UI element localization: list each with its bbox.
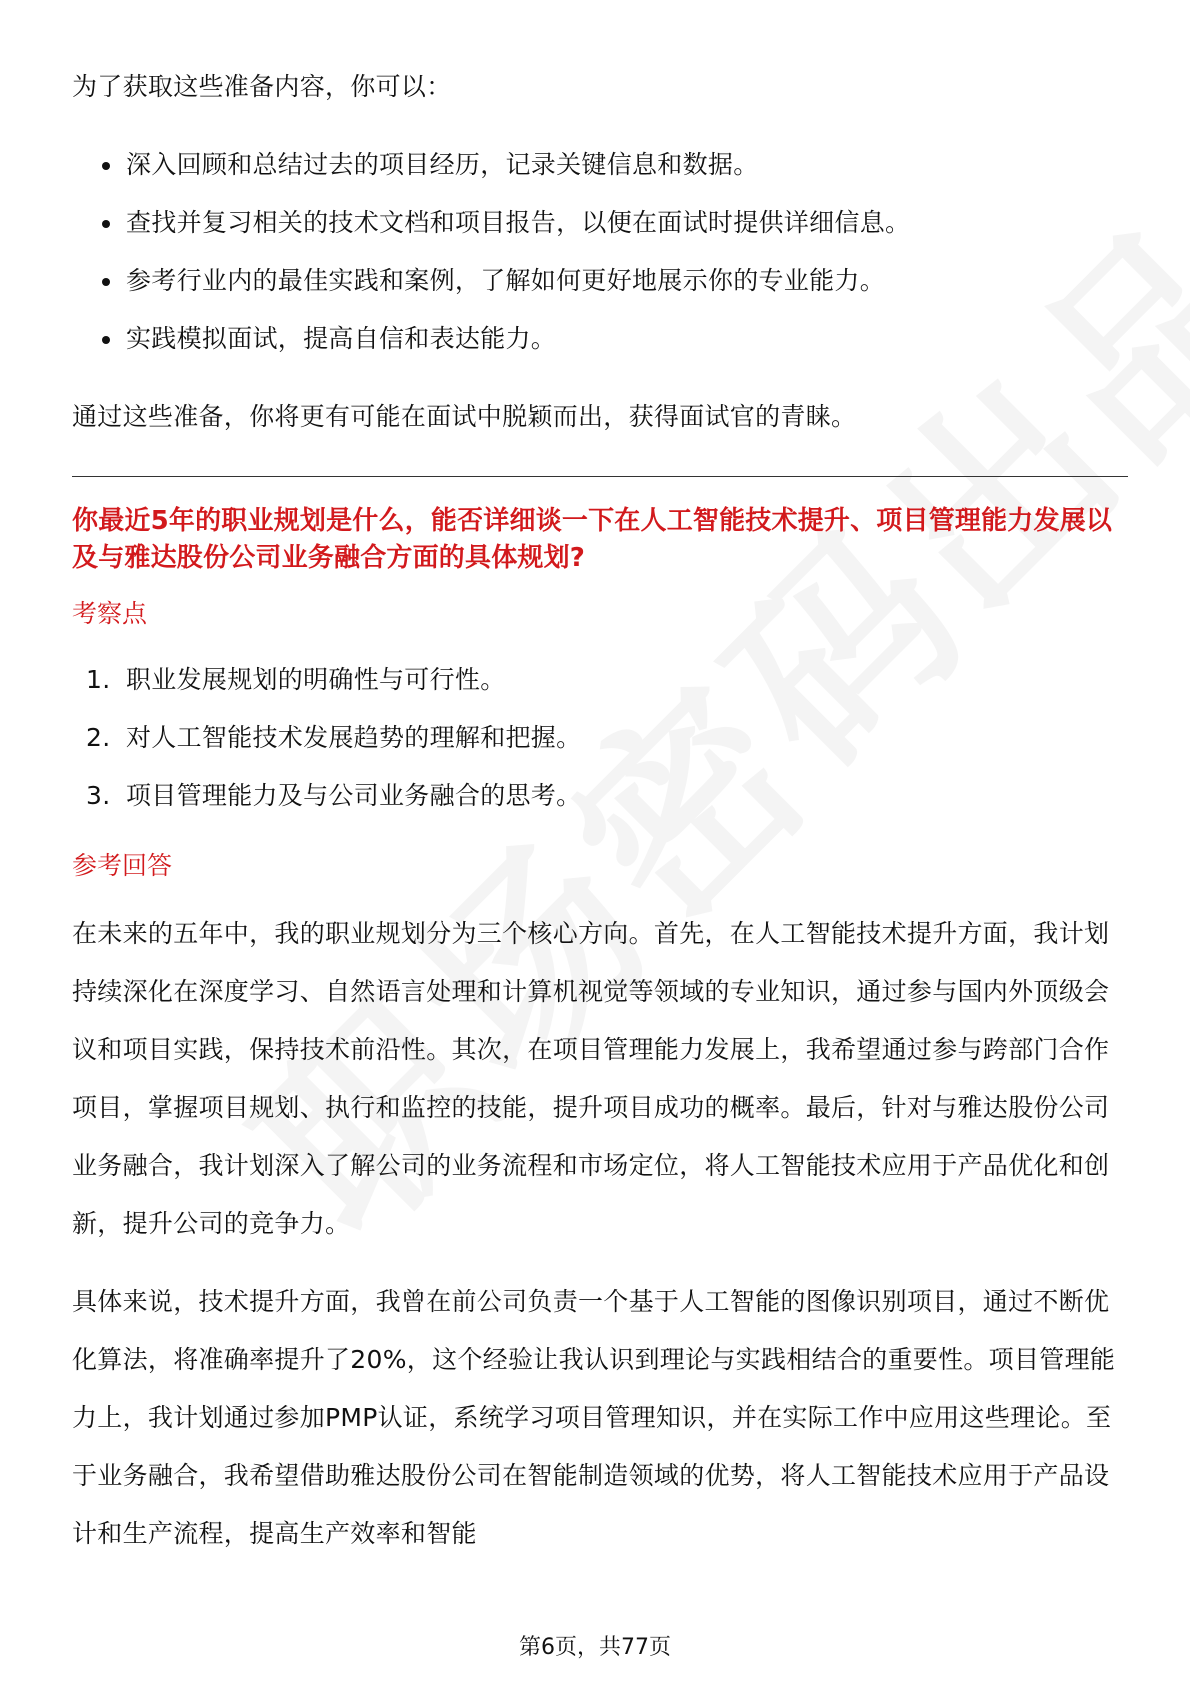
answer-title: 参考回答: [72, 851, 173, 880]
page-footer: 第6页，共77页: [519, 1635, 671, 1660]
list-item-text: 查找并复习相关的技术文档和项目报告，以便在面试时提供详细信息。: [126, 208, 911, 237]
bullet-icon: [102, 220, 110, 228]
bullet-icon: [102, 162, 110, 170]
list-item-text: 深入回顾和总结过去的项目经历，记录关键信息和数据。: [126, 150, 759, 179]
list-item: [72, 651, 1128, 709]
list-number: 3.: [86, 781, 111, 810]
list-item-text: 项目管理能力及与公司业务融合的思考。: [126, 781, 582, 810]
preparation-list: [72, 136, 1128, 368]
bullet-icon: [102, 336, 110, 344]
list-item: [72, 252, 1128, 310]
section-divider: [72, 476, 1128, 477]
list-item-text: 对人工智能技术发展趋势的理解和把握。: [126, 723, 582, 752]
list-item-text: 职业发展规划的明确性与可行性。: [126, 665, 506, 694]
bullet-icon: [102, 278, 110, 286]
list-number: 1.: [86, 665, 111, 694]
list-item-text: 实践模拟面试，提高自信和表达能力。: [126, 324, 557, 353]
list-item: [72, 310, 1128, 368]
list-item: [72, 136, 1128, 194]
closing-text: 通过这些准备，你将更有可能在面试中脱颖而出，获得面试官的青睐。: [72, 402, 857, 431]
list-item-text: 参考行业内的最佳实践和案例，了解如何更好地展示你的专业能力。: [126, 266, 886, 295]
exam-points-title: 考察点: [72, 599, 148, 628]
list-item: [72, 767, 1128, 825]
answer-paragraph: 在未来的五年中，我的职业规划分为三个核心方向。首先，在人工智能技术提升方面，我计划持续深化在深度学习、自然语言处理和计算机视觉等领域的专业知识，通过参与国内外顶级会议和项目实践，保持技术前沿性。其次，在项目管理能力发展上，我希望通过参与跨部门合作项目，掌握项目规划、执行和监控的技能，提升项目成功的概率。最后，针对与雅达股份公司业务融合，我计划深入了解公司的业务流程和市场定位，将人工智能技术应用于产品优化和创新，提升公司的竞争力。: [72, 919, 1110, 1238]
answer-paragraph: 具体来说，技术提升方面，我曾在前公司负责一个基于人工智能的图像识别项目，通过不断优化算法，将准确率提升了20%，这个经验让我认识到理论与实践相结合的重要性。项目管理能力上，我计划通过参加PMP认证，系统学习项目管理知识，并在实际工作中应用这些理论。至于业务融合，我希望借助雅达股份公司在智能制造领域的优势，将人工智能技术应用于产品设计和生产流程，提高生产效率和智能: [72, 1287, 1116, 1548]
intro-text: 为了获取这些准备内容，你可以：: [72, 72, 452, 101]
list-number: 2.: [86, 723, 111, 752]
page-content: [72, 58, 1128, 1563]
exam-points-list: [72, 651, 1128, 825]
question-heading: 你最近5年的职业规划是什么，能否详细谈一下在人工智能技术提升、项目管理能力发展以及与雅达股份公司业务融合方面的具体规划?: [72, 506, 1113, 573]
list-item: [72, 194, 1128, 252]
list-item: [72, 709, 1128, 767]
